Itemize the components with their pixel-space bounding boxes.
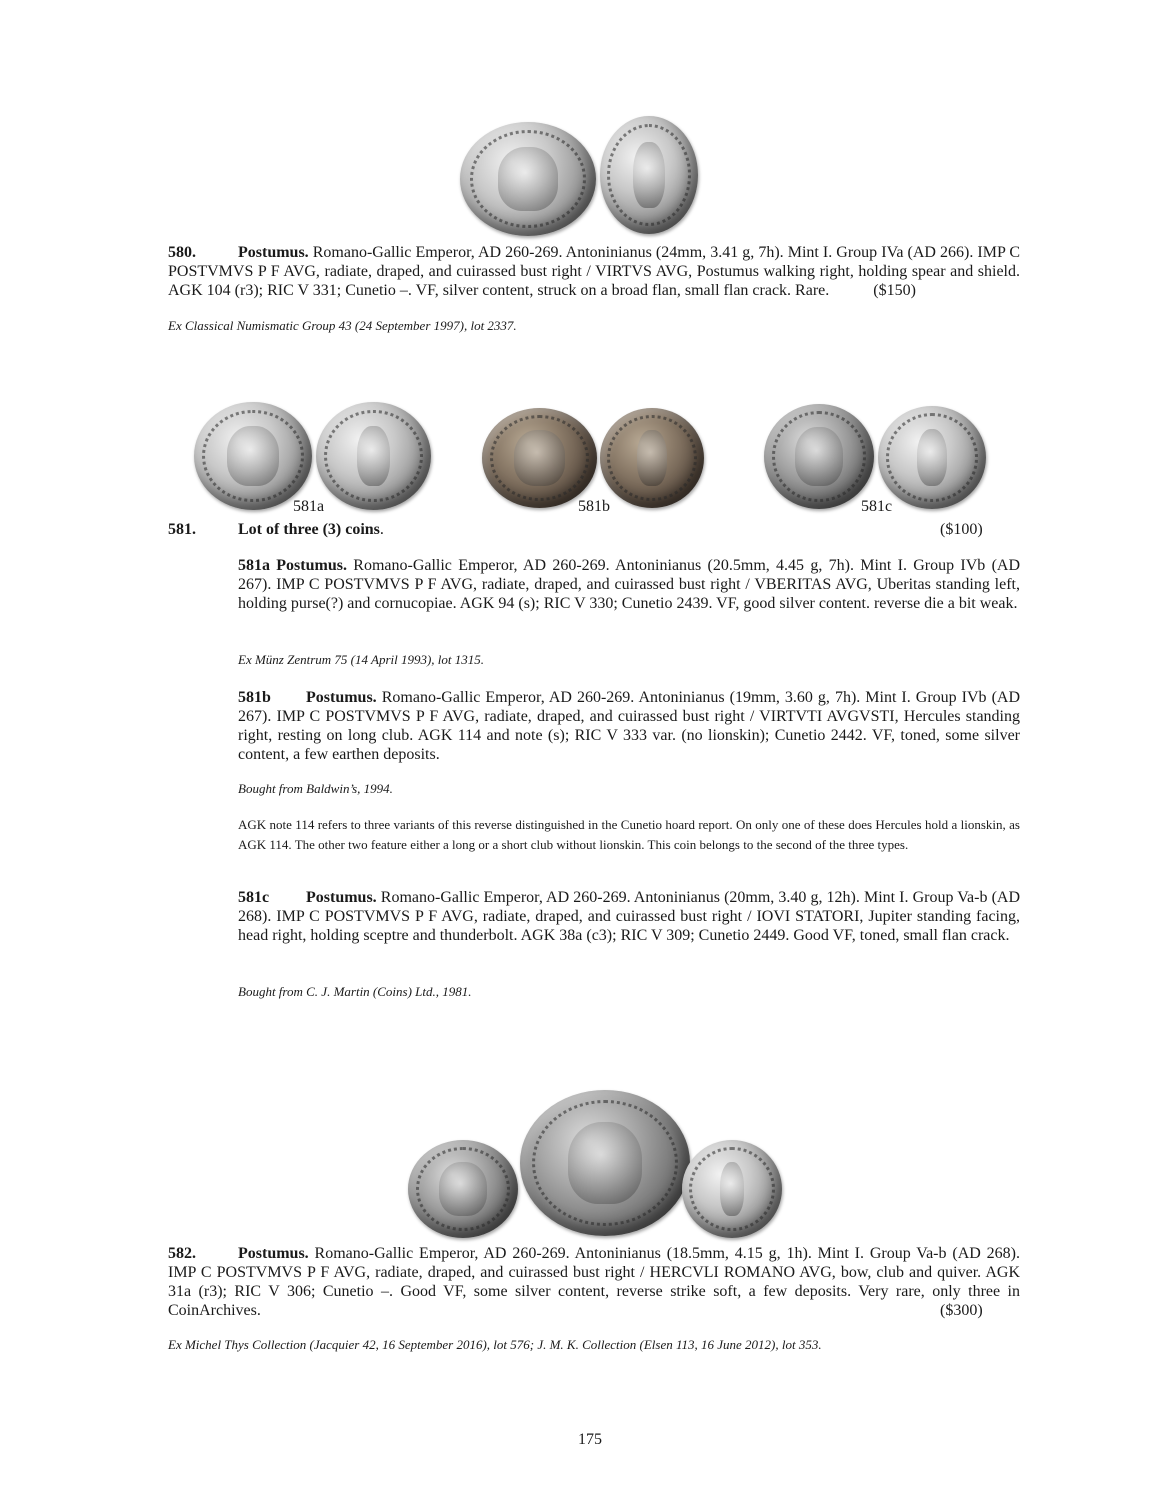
lot-581-price: ($100) [940, 521, 983, 538]
lot-582-description [168, 1244, 1020, 1320]
coin-label-581a: 581a [293, 498, 325, 515]
coin-582-obverse-small [408, 1140, 518, 1238]
lot-title-period: . [379, 521, 384, 538]
coin-582-reverse [682, 1140, 782, 1238]
lot-581a-description [238, 556, 1020, 613]
lot-582-price: ($300) [940, 1302, 983, 1319]
lot-581-heading [168, 520, 988, 539]
sub-lot-id: 581c [238, 889, 270, 906]
page-number: 175 [578, 1431, 602, 1448]
lot-582-provenance: Ex Michel Thys Collection (Jacquier 42, 16 September 2016), lot 576; J. M. K. Collection (Elsen 113, 16 June 2012), lot 353. [168, 1337, 822, 1352]
ruler-name: Postumus. [306, 689, 377, 706]
coin-580-reverse [600, 116, 698, 234]
lot-581b-description [238, 688, 1020, 764]
coin-580-obverse [460, 122, 596, 236]
lot-581c-description [238, 888, 1020, 945]
coin-582-obverse-enlarged [520, 1090, 690, 1236]
lot-number: 581. [168, 521, 196, 538]
coin-label-581c: 581c [861, 498, 893, 515]
lot-title: Lot of three (3) coins [238, 521, 380, 538]
lot-581b-note: AGK note 114 refers to three variants of this reverse distinguished in the Cunetio hoard report. On only one of these does Hercules hold a lionskin, as AGK 114. The other two feature either a long or a short club without lionskin. This coin belongs to the second of the three types. [238, 817, 1020, 852]
coin-581c-obverse [764, 404, 874, 509]
lot-580-description [168, 243, 1020, 300]
sub-lot-heading: 581a Postumus. [238, 557, 347, 574]
sub-lot-text: Romano-Gallic Emperor, AD 260-269. Antoninianus (20.5mm, 4.45 g, 7h). Mint I. Group IVb (AD 267). IMP C POSTVMVS P F AVG, radiate, draped, and cuirassed bust right / VBERITAS AVG, Uberitas standing left, holding purse(?) and cornucopiae. AGK 94 (s); RIC V 330; Cunetio 2439. VF, good silver content. reverse die a bit weak. [238, 557, 1021, 612]
lot-text: Romano-Gallic Emperor, AD 260-269. Antoninianus (18.5mm, 4.15 g, 1h). Mint I. Group Va-b (AD 268). IMP C POSTVMVS P F AVG, radiate, draped, and cuirassed bust right / HERCVLI ROMANO AVG, bow, club and quiver. AGK 31a (r3); RIC V 306; Cunetio –. Good VF, some silver content, reverse strike soft, a few deposits. Very rare, only three in CoinArchives. [168, 1245, 1020, 1319]
lot-581c-provenance: Bought from C. J. Martin (Coins) Ltd., 1981. [238, 984, 472, 999]
lot-580-provenance: Ex Classical Numismatic Group 43 (24 September 1997), lot 2337. [168, 318, 517, 333]
lot-number: 580. [168, 244, 196, 261]
sub-lot-id: 581b [238, 689, 271, 706]
coin-label-581b: 581b [578, 498, 610, 515]
sub-lot-text: Romano-Gallic Emperor, AD 260-269. Antoninianus (20mm, 3.40 g, 12h). Mint I. Group Va-b (AD 268). IMP C POSTVMVS P F AVG, radiate, draped, and cuirassed bust right / IOVI STATORI, Jupiter standing facing, head right, holding sceptre and thunderbolt. AGK 38a (c3); RIC V 309; Cunetio 2449. Good VF, toned, small flan crack. [238, 889, 1020, 944]
lot-price: ($150) [873, 282, 916, 299]
lot-581a-provenance: Ex Münz Zentrum 75 (14 April 1993), lot 1315. [238, 652, 485, 667]
coin-581b-reverse [600, 408, 704, 508]
lot-581b-provenance: Bought from Baldwin’s, 1994. [238, 781, 393, 796]
coin-581a-reverse [316, 402, 431, 510]
coin-581b-obverse [482, 408, 597, 508]
ruler-name: Postumus. [238, 244, 309, 261]
lot-number: 582. [168, 1245, 196, 1262]
lot-text: Romano-Gallic Emperor, AD 260-269. Antoninianus (24mm, 3.41 g, 7h). Mint I. Group IVa (AD 266). IMP C POSTVMVS P F AVG, radiate, draped, and cuirassed bust right / VIRTVS AVG, Postumus walking right, holding spear and shield. AGK 104 (r3); RIC V 331; Cunetio –. VF, silver content, struck on a broad flan, small flan crack. Rare. [168, 244, 1020, 299]
ruler-name: Postumus. [238, 1245, 309, 1262]
coin-581a-obverse [194, 402, 312, 510]
ruler-name: Postumus. [306, 889, 377, 906]
sub-lot-text: Romano-Gallic Emperor, AD 260-269. Antoninianus (19mm, 3.60 g, 7h). Mint I. Group IVb (AD 267). IMP C POSTVMVS P F AVG, radiate, draped, and cuirassed bust right / VIRTVTI AVGVSTI, Hercules standing right, resting on long club. AGK 114 and note (s); RIC V 333 var. (no lionskin); Cunetio 2442. VF, toned, some silver content, a few earthen deposits. [238, 689, 1021, 763]
coin-581c-reverse [878, 406, 986, 509]
